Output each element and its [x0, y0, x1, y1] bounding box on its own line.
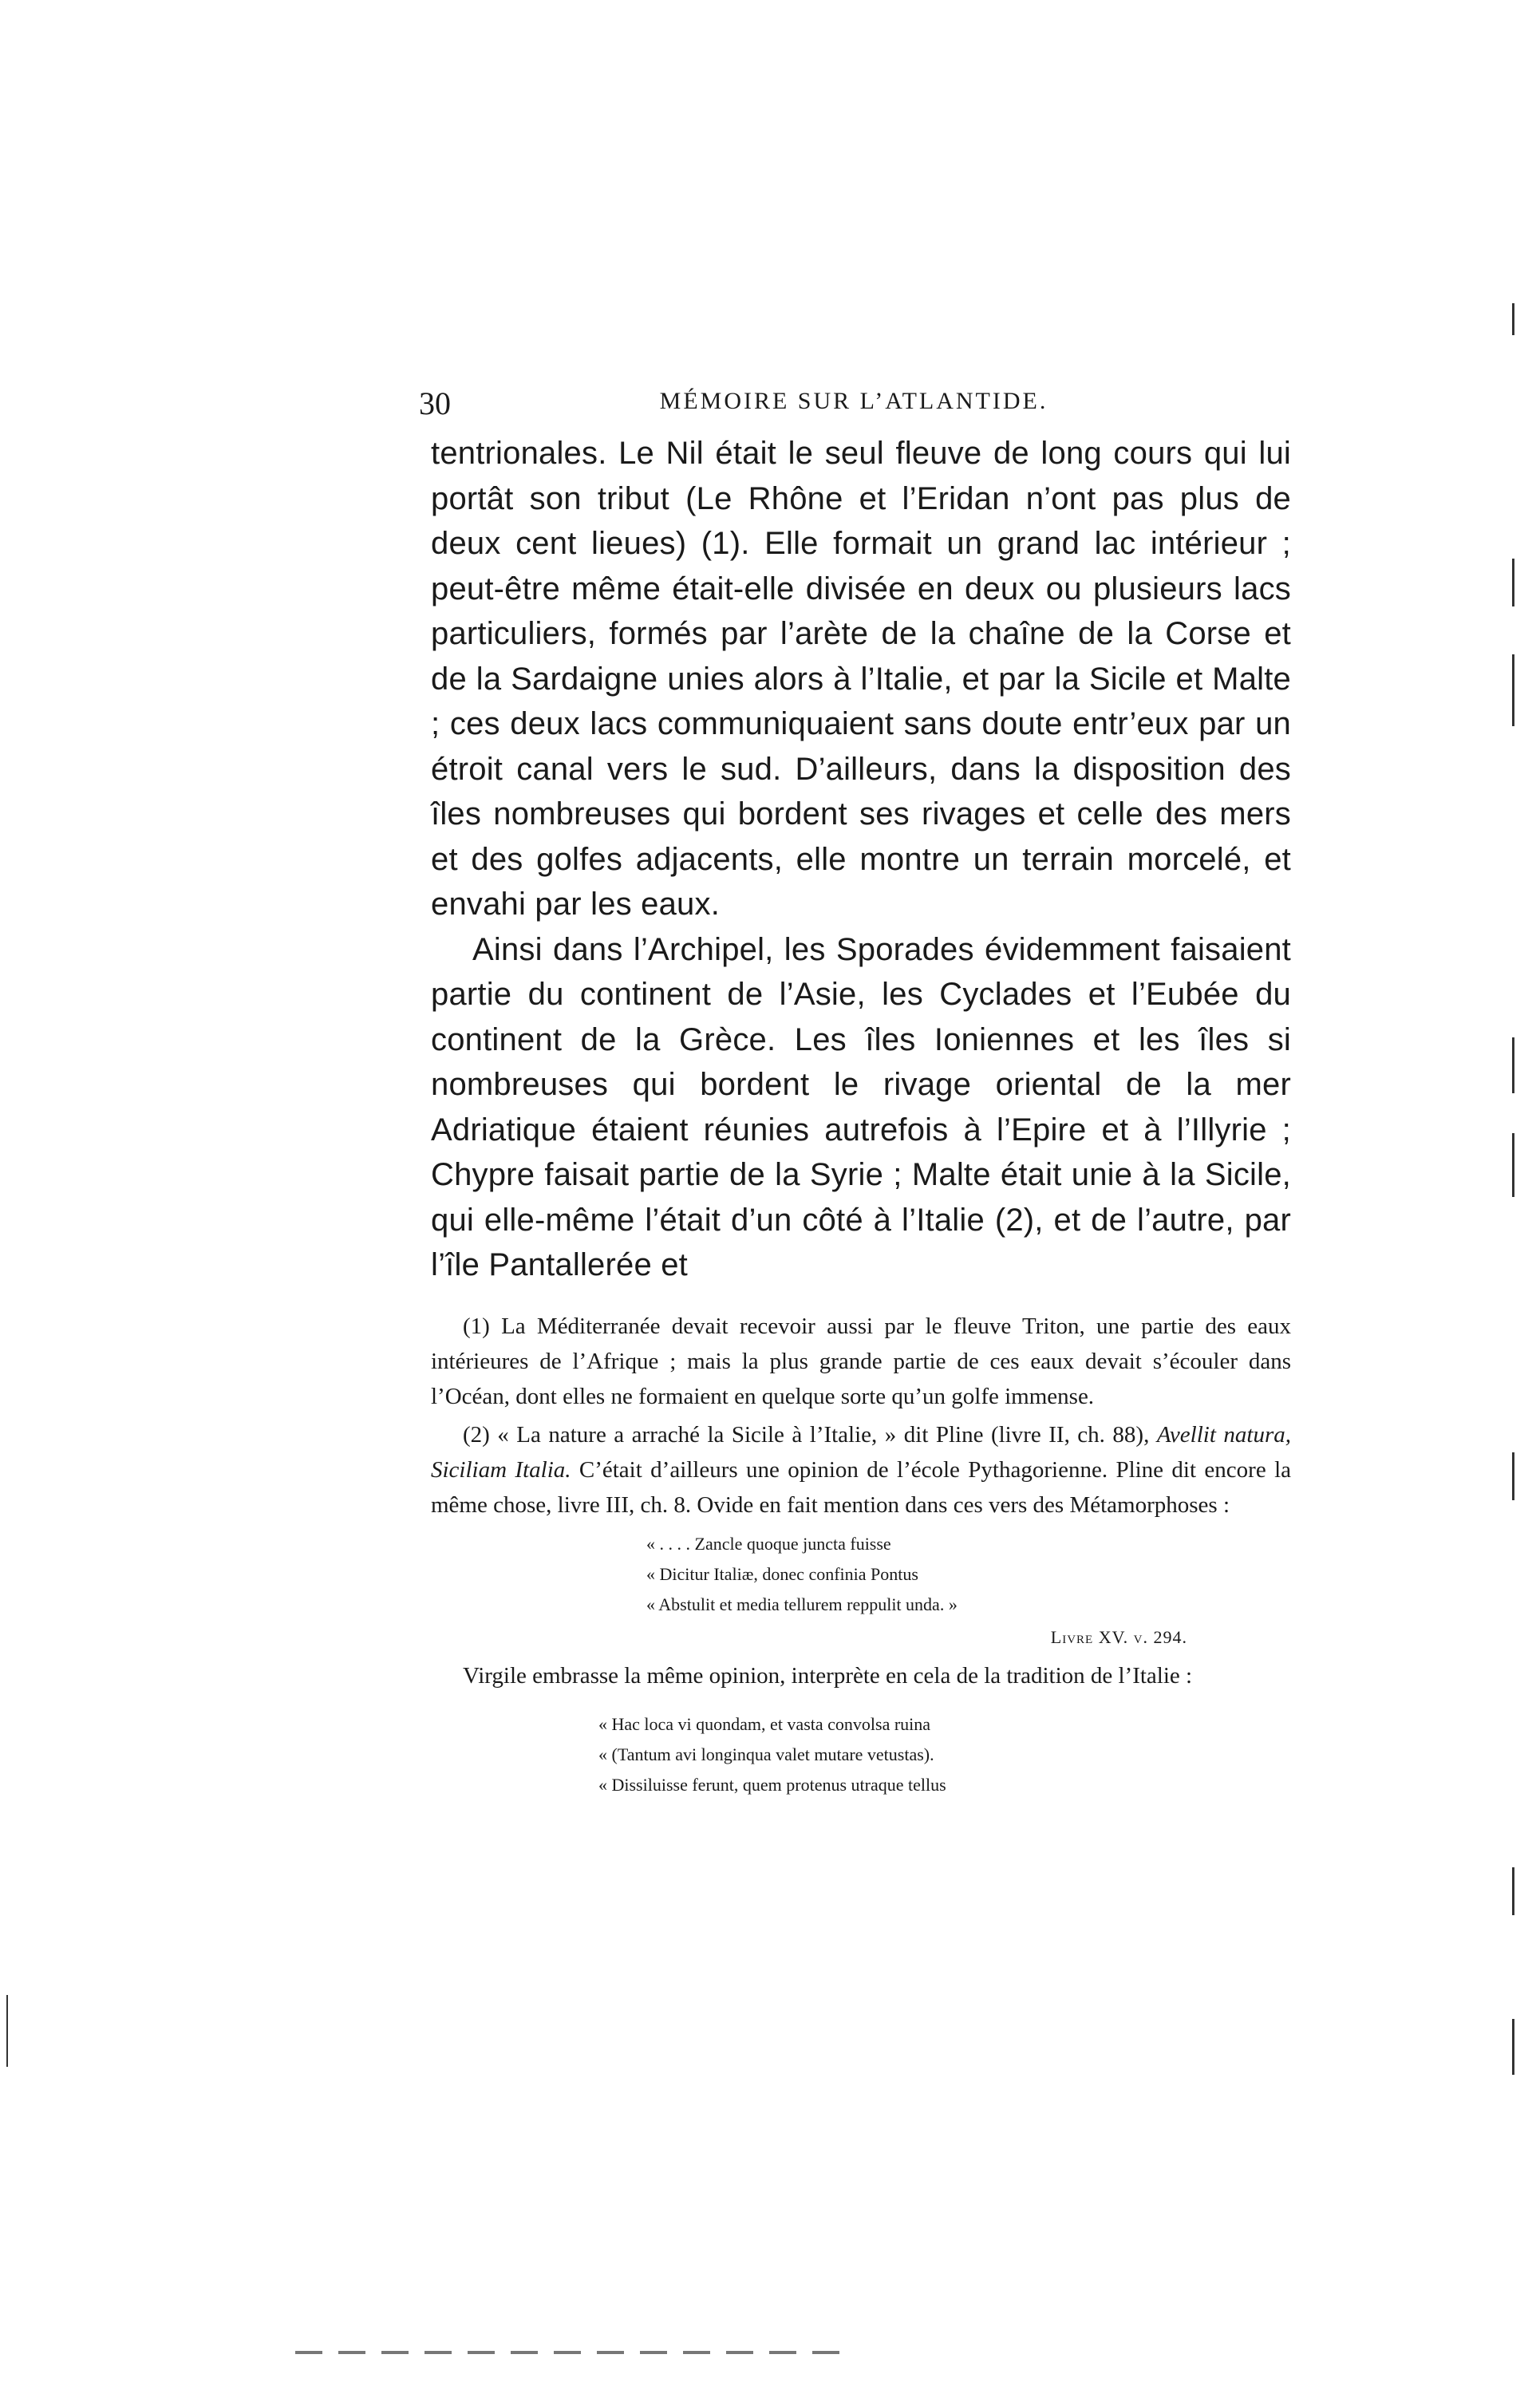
footnote-2: [431, 1417, 1291, 1523]
scan-edge-mark: [1512, 1452, 1514, 1500]
running-head: [419, 385, 1289, 425]
footnote-1: (1) La Méditerranée devait recevoir aussi par le fleuve Triton, une partie des eaux intérieures de l’Afrique ; mais la plus grande partie de ces eaux devait s’écouler dans l’Océan, dont elles ne formaient en quelque sorte qu’un golfe immense.: [431, 1313, 1291, 1409]
footnote-continuation: Virgile embrasse la même opinion, interprète en cela de la tradition de l’Italie :: [463, 1663, 1193, 1689]
verse-line: « Hac loca vi quondam, et vasta convolsa ruina: [598, 1714, 931, 1734]
scan-edge-mark: [1512, 654, 1514, 726]
footnotes: [431, 1309, 1291, 1800]
virgil-verse: [598, 1709, 1291, 1800]
footnote-2-text-end: C’était d’ailleurs une opinion de l’école Pythagorienne. Pline dit encore la même chose, livre III, ch. 8. Ovide en fait mention dans ces vers des Métamorphoses :: [431, 1457, 1291, 1518]
verse-line: « Dissiluisse ferunt, quem protenus utraque tellus: [598, 1775, 946, 1795]
footnote-2-text: (2) « La nature a arraché la Sicile à l’Italie, » dit Pline (livre II, ch. 88),: [463, 1422, 1157, 1448]
verse-line: « . . . . Zancle quoque juncta fuisse: [646, 1534, 891, 1554]
scan-edge-mark: [6, 1995, 8, 2067]
scan-edge-mark: [1512, 1037, 1514, 1093]
verse-source: Livre XV. v. 294.: [1050, 1627, 1187, 1647]
verse-line: « Abstulit et media tellurem reppulit unda. »: [646, 1594, 958, 1614]
page-number: 30: [419, 385, 451, 421]
running-title: MÉMOIRE SUR L’ATLANTIDE.: [659, 388, 1048, 414]
footnote-2-latin: Avellit natura, Siciliam Italia.: [431, 1422, 1291, 1483]
scan-edge-mark: [1512, 303, 1514, 335]
paragraph-1: tentrionales. Le Nil était le seul fleuve de long cours qui lui portât son tribut (Le Rhône et l’Eridan n’ont pas plus de deux cent lieues) (1). Elle formait un grand lac intérieur ; peut-être même était-elle divisée en deux ou plusieurs lacs particuliers, formés par l’arète de la chaîne de la Corse et de la Sardaigne unies alors à l’Italie, et par la Sicile et Malte ; ces deux lacs communiquaient sans doute entr’eux par un étroit canal vers le sud. D’ailleurs, dans la disposition des îles nombreuses qui bordent ses rivages et celle des mers et des golfes adjacents, elle montre un terrain morcelé, et envahi par les eaux.: [431, 436, 1291, 922]
scan-edge-mark: [1512, 2019, 1514, 2075]
ovid-verse: [646, 1529, 1291, 1620]
scan-bottom-marks: [295, 2351, 854, 2354]
verse-line: « (Tantum avi longinqua valet mutare vetustas).: [598, 1744, 934, 1764]
scan-edge-mark: [1512, 559, 1514, 606]
scan-edge-mark: [1512, 1867, 1514, 1915]
paragraph-2: Ainsi dans l’Archipel, les Sporades évidemment faisaient partie du continent de l’Asie, les Cyclades et l’Eubée du continent de la Grèce. Les îles Ioniennes et les îles si nombreuses qui bordent le rivage oriental de la mer Adriatique étaient réunies autrefois à l’Epire et à l’Illyrie ; Chypre faisait partie de la Syrie ; Malte était unie à la Sicile, qui elle-même l’était d’un côté à l’Italie (2), et de l’autre, par l’île Pantallerée et: [431, 931, 1291, 1282]
main-text: [431, 431, 1291, 1288]
verse-line: « Dicitur Italiæ, donec confinia Pontus: [646, 1564, 918, 1584]
scan-edge-mark: [1512, 1133, 1514, 1197]
